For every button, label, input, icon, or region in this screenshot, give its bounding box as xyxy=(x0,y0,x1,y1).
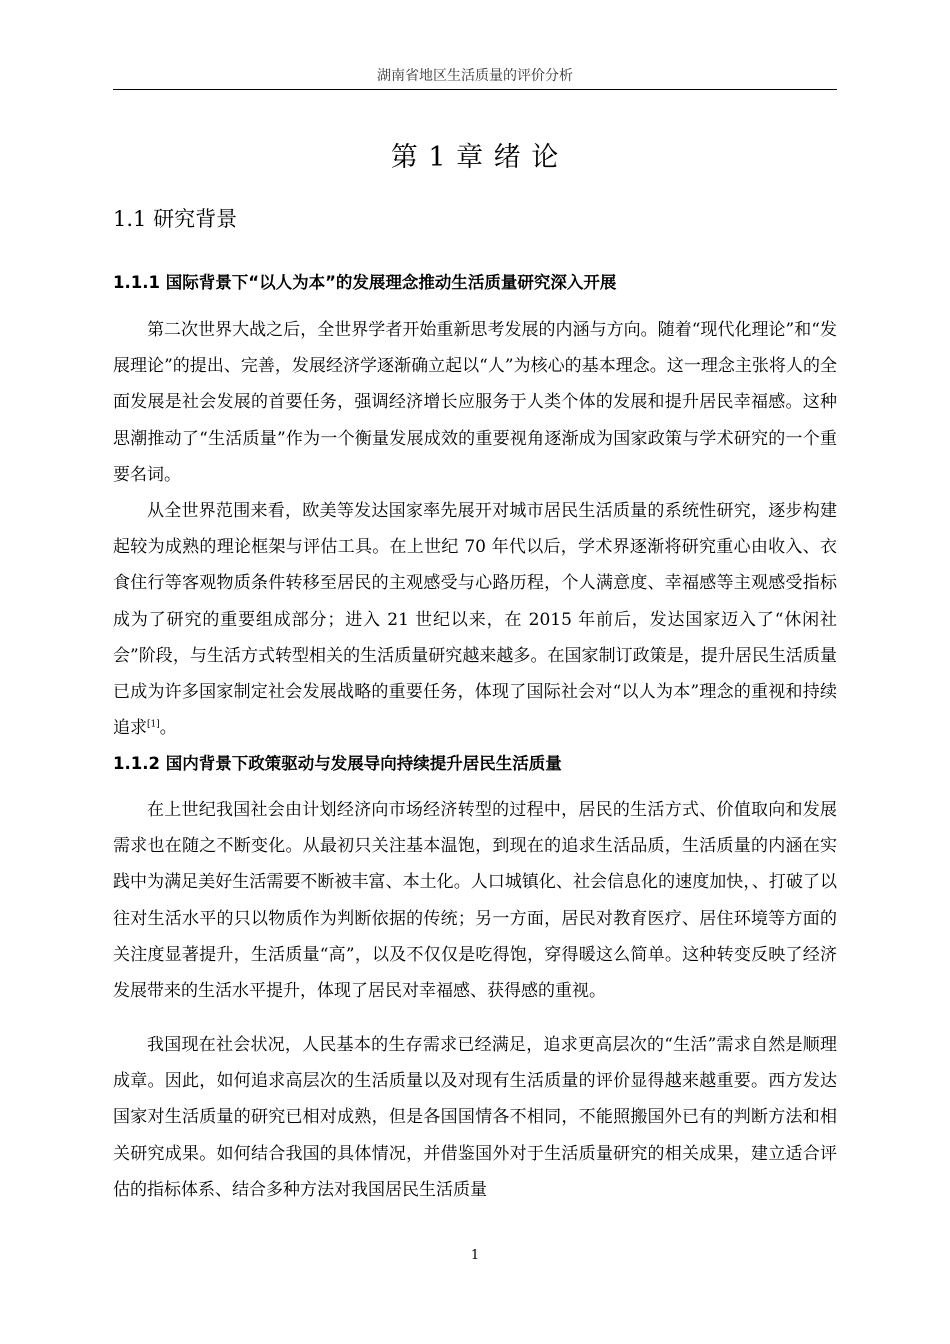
chapter-title: 第 1 章 绪 论 xyxy=(390,142,560,173)
citation-marker: [1] xyxy=(147,719,160,730)
subsection-heading-international: 1.1.1 国际背景下“以人为本”的发展理念推动生活质量研究深入开展 xyxy=(113,273,617,292)
paragraph-tail: 。 xyxy=(159,718,177,739)
header-rule xyxy=(113,89,837,90)
paragraph-text: 从全世界范围来看，欧美等发达国家率先展开对城市居民生活质量的系统性研究，逐步构建起较为成熟的理论框架与评估工具。在上世纪 70 年代以后，学术界逐渐将研究重心由收入、衣食住行等客观物质条件转移至居民的主观感受与心路历程，个人满意度、幸福感等主观感受指标成为了研究的重要组成部分；进入 21 世纪以来，在 2015 年前后，发达国家迈入了“休闲社会”阶段，与生活方式转型相关的生活质量研究越来越多。在国家制订政策是，提升居民生活质量已成为许多国家制定社会发展战略的重要任务，体现了国际社会对“以人为本”理念的重视和持续追求 xyxy=(113,501,837,739)
running-header: 湖南省地区生活质量的评价分析 xyxy=(377,68,573,84)
section-heading: 1.1 研究背景 xyxy=(113,207,238,231)
page-number: 1 xyxy=(470,1248,480,1263)
subsection-heading-domestic: 1.1.2 国内背景下政策驱动与发展导向持续提升居民生活质量 xyxy=(113,754,562,773)
paragraph xyxy=(113,493,837,746)
paragraph: 在上世纪我国社会由计划经济向市场经济转型的过程中，居民的生活方式、价值取向和发展需求也在随之不断变化。从最初只关注基本温饱，到现在的追求生活品质，生活质量的内涵在实践中为满足美好生活需要不断被丰富、本土化。人口城镇化、社会信息化的速度加快，、打破了以往对生活水平的只以物质作为判断依据的传统；另一方面，居民对教育医疗、居住环境等方面的关注度显著提升，生活质量“高”，以及不仅仅是吃得饱，穿得暖这么简单。这种转变反映了经济发展带来的生活水平提升，体现了居民对幸福感、获得感的重视。 xyxy=(113,800,837,1002)
paragraph: 我国现在社会状况，人民基本的生存需求已经满足，追求更高层次的“生活”需求自然是顺理成章。因此，如何追求高层次的生活质量以及对现有生活质量的评价显得越来越重要。西方发达国家对生活质量的研究已相对成熟，但是各国国情各不相同，不能照搬国外已有的判断方法和相关研究成果。如何结合我国的具体情况，并借鉴国外对于生活质量研究的相关成果，建立适合评估的指标体系、结合多种方法对我国居民生活质量 xyxy=(113,1035,837,1200)
paragraph: 第二次世界大战之后，全世界学者开始重新思考发展的内涵与方向。随着“现代化理论”和“发展理论”的提出、完善，发展经济学逐渐确立起以“人”为核心的基本理念。这一理念主张将人的全面发展是社会发展的首要任务，强调经济增长应服务于人类个体的发展和提升居民幸福感。这种思潮推动了“生活质量”作为一个衡量发展成效的重要视角逐渐成为国家政策与学术研究的一个重要名词。 xyxy=(113,320,837,485)
